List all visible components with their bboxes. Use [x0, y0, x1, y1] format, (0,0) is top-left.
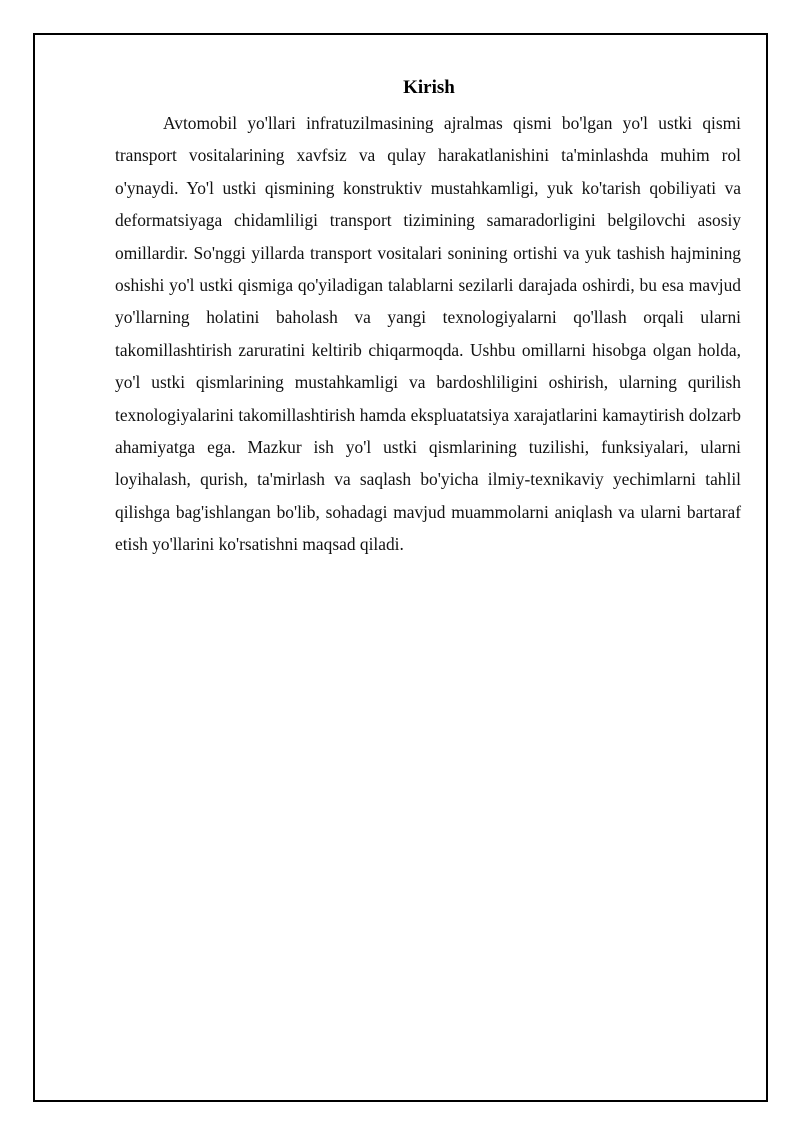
body-paragraph: Avtomobil yo'llari infratuzilmasining ajralmas qismi bo'lgan yo'l ustki qismi transport vositalarining xavfsiz va qulay harakatlanishini ta'minlashda muhim rol o'ynaydi. Yo'l ustki qismining konstruktiv mustahkamligi, yuk ko'tarish qobiliyati va deformatsiyaga chidamliligi transport tizimining samaradorligini belgilovchi asosiy omillardir. So'nggi yillarda transport vositalari sonining ortishi va yuk tashish hajmining oshishi yo'l ustki qismiga qo'yiladigan talablarni sezilarli darajada oshirdi, bu esa mavjud yo'llarning holatini baholash va yangi texnologiyalarni qo'llash orqali ularni takomillashtirish zaruratini keltirib chiqarmoqda. Ushbu omillarni hisobga olgan holda, yo'l ustki qismlarining mustahkamligi va bardoshliligini oshirish, ularning qurilish texnologiyalarini takomillashtirish hamda ekspluatatsiya xarajatlarini kamaytirish dolzarb ahamiyatga ega. Mazkur ish yo'l ustki qismlarining tuzilishi, funksiyalari, ularni loyihalash, qurish, ta'mirlash va saqlash bo'yicha ilmiy-texnikaviy yechimlarni tahlil qilishga bag'ishlangan bo'lib, sohadagi mavjud muammolarni aniqlash va ularni bartaraf etish yo'llarini ko'rsatishni maqsad qiladi.	[115, 113, 741, 555]
section-heading: Kirish	[403, 77, 455, 98]
